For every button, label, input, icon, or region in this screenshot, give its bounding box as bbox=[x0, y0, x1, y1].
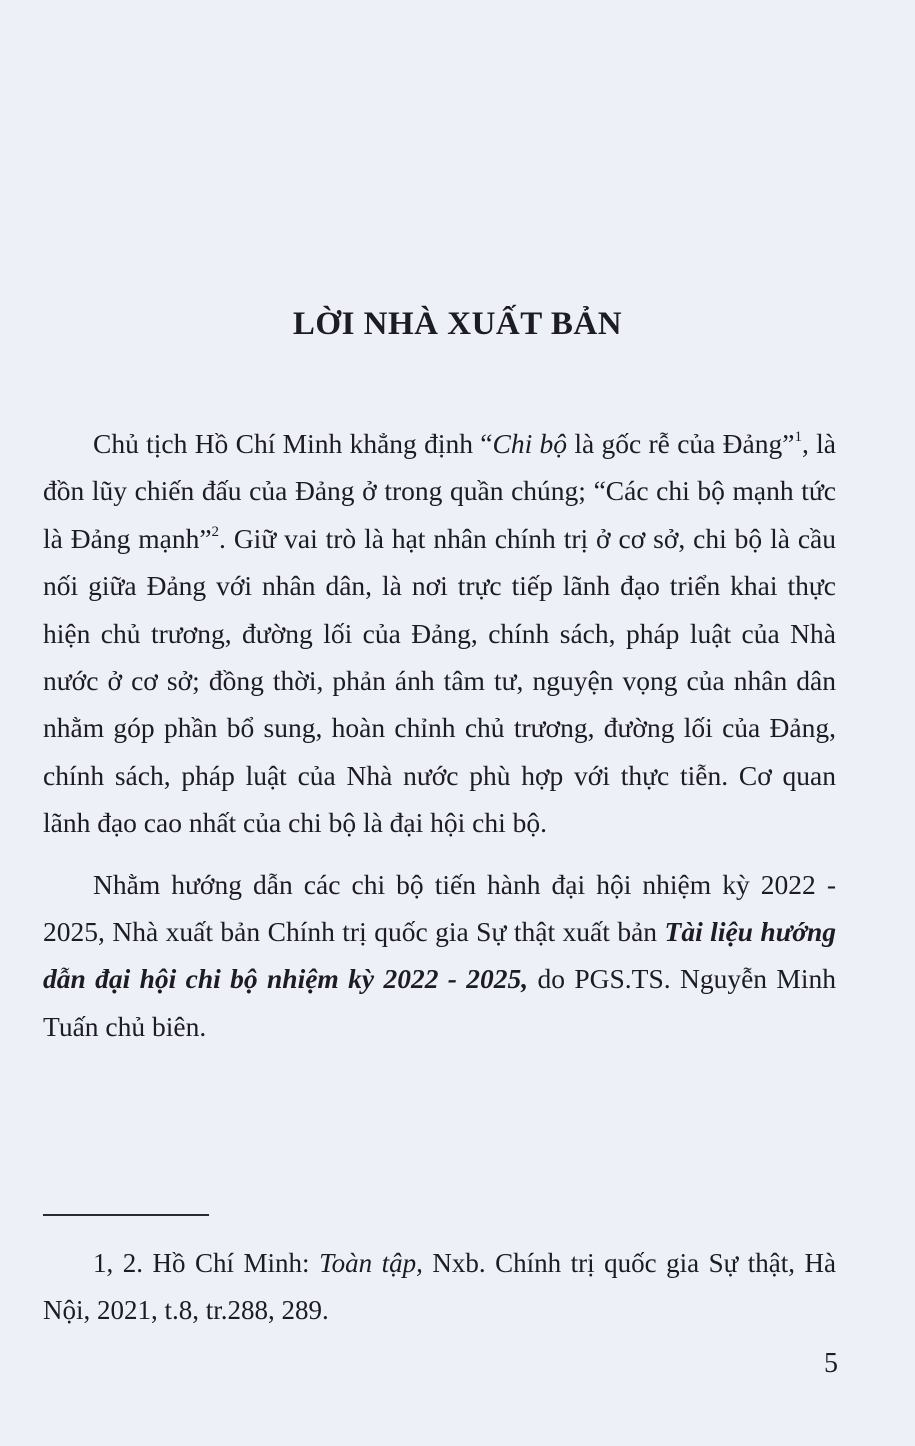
paragraph-1-text-1: Chủ tịch Hồ Chí Minh khẳng định “ bbox=[93, 428, 493, 459]
footnote bbox=[43, 1240, 836, 1334]
body-text bbox=[43, 420, 836, 1050]
book-title: Tài liệu hướng dẫn đại hội chi bộ nhiệm kỳ 2022 - 2025, bbox=[43, 916, 837, 995]
footnote-ref-2: 2 bbox=[211, 523, 220, 540]
footnote-divider bbox=[43, 1214, 209, 1216]
paragraph-1 bbox=[43, 420, 836, 847]
paragraph-1-text-3: , là đồn lũy chiến đấu của Đảng ở trong quần chúng; “Các chi bộ mạnh tức là Đảng mạnh” bbox=[43, 428, 836, 554]
paragraph-2-text-1: Nhằm hướng dẫn các chi bộ tiến hành đại hội nhiệm kỳ 2022 - 2025, Nhà xuất bản Chính trị quốc gia Sự thật xuất bản bbox=[43, 868, 836, 948]
paragraph-1-text-2: là gốc rễ của Đảng” bbox=[567, 428, 795, 459]
footnote-italic: Toàn tập, bbox=[319, 1248, 423, 1278]
footnote-text-1: 1, 2. Hồ Chí Minh: bbox=[93, 1248, 320, 1278]
paragraph-2-text-2: do PGS.TS. Nguyễn Minh Tuấn chủ biên. bbox=[43, 963, 836, 1042]
page-number: 5 bbox=[824, 1348, 838, 1379]
paragraph-1-italic: Chi bộ bbox=[492, 428, 568, 459]
page-title: LỜI NHÀ XUẤT BẢN bbox=[292, 306, 623, 342]
footnote-ref-1: 1 bbox=[794, 429, 802, 445]
paragraph-2 bbox=[43, 861, 836, 1051]
paragraph-1-text-4: . Giữ vai trò là hạt nhân chính trị ở cơ sở, chi bộ là cầu nối giữa Đảng với nhân dân, là nơi trực tiếp lãnh đạo triển khai thực hiện chủ trương, đường lối của Đảng, chính sách, pháp luật của Nhà nước ở cơ sở; đồng thời, phản ánh tâm tư, nguyện vọng của nhân dân nhằm góp phần bổ sung, hoàn chỉnh chủ trương, đường lối của Đảng, chính sách, pháp luật của Nhà nước phù hợp với thực tiễn. Cơ quan lãnh đạo cao nhất của chi bộ là đại hội chi bộ. bbox=[43, 522, 836, 839]
footnote-text-2: Nxb. Chính trị quốc gia Sự thật, Hà Nội, 2021, t.8, tr.288, 289. bbox=[43, 1248, 836, 1325]
